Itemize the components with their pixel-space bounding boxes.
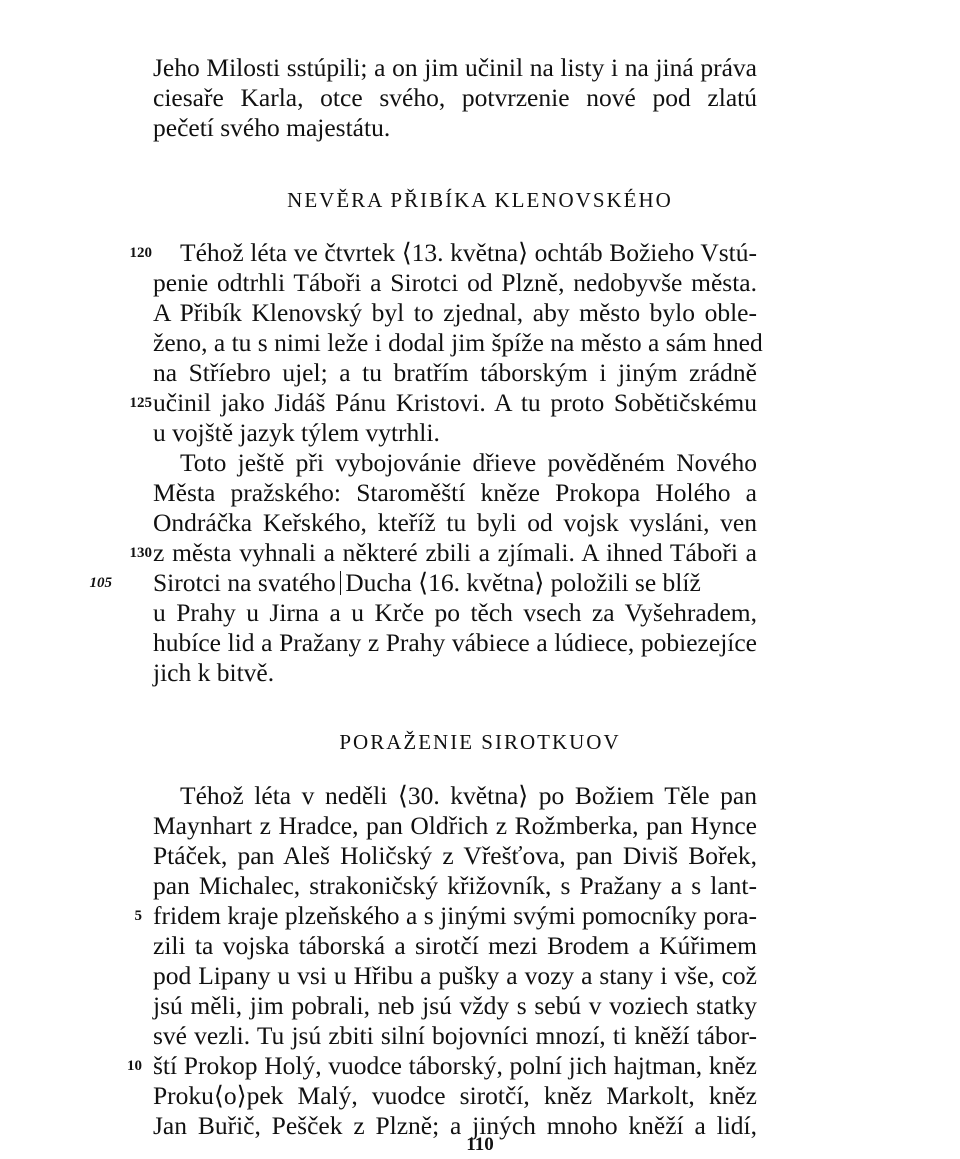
text-line: A Přibík Klenovský byl to zjednal, aby město bylo oble- xyxy=(153,298,757,327)
text-line: hubíce lid a Pražany z Prahy vábiece a lúdiece, pobiezejíce xyxy=(153,628,757,657)
text-line: pan Michalec, strakoničský křižovník, s Pražany a s lant- xyxy=(153,871,757,900)
text-line: fridem kraje plzeňského a s jinými svými pomocníky pora- xyxy=(153,901,757,930)
page-break-marker xyxy=(340,571,342,595)
line-number: 5 xyxy=(134,908,142,924)
line-number: 120 xyxy=(129,245,152,261)
text-line: jsú měli, jim pobrali, neb jsú vždy s sebú v voziech statky xyxy=(153,991,757,1020)
text-line: zili ta vojska táborská a sirotčí mezi Brodem a Kúřimem xyxy=(153,931,757,960)
text-line xyxy=(153,568,701,598)
text-line: Jan Buřič, Pešček z Plzně; a jiných mnoho kněží a lidí, xyxy=(153,1111,757,1140)
text-line: penie odtrhli Táboři a Sirotci od Plzně, nedobyvše města. xyxy=(153,268,757,297)
text-line: z města vyhnali a některé zbili a zjímali. A ihned Táboři a xyxy=(153,538,757,567)
page-reference-number: 105 xyxy=(89,575,112,591)
line-number: 125 xyxy=(129,395,152,411)
line-number: 10 xyxy=(127,1058,142,1074)
text-line: učinil jako Jidáš Pánu Kristovi. A tu proto Sobětičskému xyxy=(153,388,757,417)
text-line: Téhož léta ve čtvrtek ⟨13. května⟩ ochtáb Božieho Vstú- xyxy=(180,238,757,267)
text-line: u Prahy u Jirna a u Krče po těch vsech za Vyšehradem, xyxy=(153,598,757,627)
text-line: ženo, a tu s nimi leže i dodal jim špíže na město a sám hned xyxy=(153,328,763,357)
text-fragment: Sirotci na svatého xyxy=(153,568,336,597)
text-line: na Stříebro ujel; a tu bratřím táborským i jiným zrádně xyxy=(153,358,757,387)
section-heading: NEVĚRA PŘIBÍKA KLENOVSKÉHO xyxy=(287,188,673,212)
text-line: Jeho Milosti sstúpili; a on jim učinil na listy i na jiná práva xyxy=(153,53,757,82)
text-line: pečetí svého majestátu. xyxy=(153,113,391,142)
text-line: Toto ještě při vybojovánie dřieve pověděném Nového xyxy=(180,448,757,477)
text-line: ští Prokop Holý, vuodce táborský, polní jich hajtman, kněz xyxy=(153,1051,757,1080)
section-heading: PORAŽENIE SIROTKUOV xyxy=(339,730,621,754)
text-line: své vezli. Tu jsú zbiti silní bojovníci mnozí, ti kněží tábor- xyxy=(153,1021,757,1050)
text-line: Proku⟨o⟩pek Malý, vuodce sirotčí, kněz Markolt, kněz xyxy=(153,1081,757,1110)
line-number: 130 xyxy=(129,545,152,561)
text-line: u vojště jazyk týlem vytrhli. xyxy=(153,418,440,447)
text-line: Ptáček, pan Aleš Holičský z Vřešťova, pan Diviš Bořek, xyxy=(153,841,757,870)
text-line: Města pražského: Staroměští kněze Prokopa Holého a xyxy=(153,478,757,507)
page-number: 110 xyxy=(466,1134,494,1155)
text-line: Maynhart z Hradce, pan Oldřich z Rožmberka, pan Hynce xyxy=(153,811,757,840)
text-line: Téhož léta v neděli ⟨30. května⟩ po Božiem Těle pan xyxy=(180,781,757,810)
text-line: Ondráčka Keřského, kteříž tu byli od vojsk vysláni, ven xyxy=(153,508,757,537)
text-line: jich k bitvě. xyxy=(153,658,275,687)
text-fragment: Ducha ⟨16. května⟩ položili se blíž xyxy=(345,568,701,597)
text-line: pod Lipany u vsi u Hřibu a pušky a vozy a stany i vše, což xyxy=(153,961,757,990)
text-line: ciesaře Karla, otce svého, potvrzenie nové pod zlatú xyxy=(153,83,757,112)
